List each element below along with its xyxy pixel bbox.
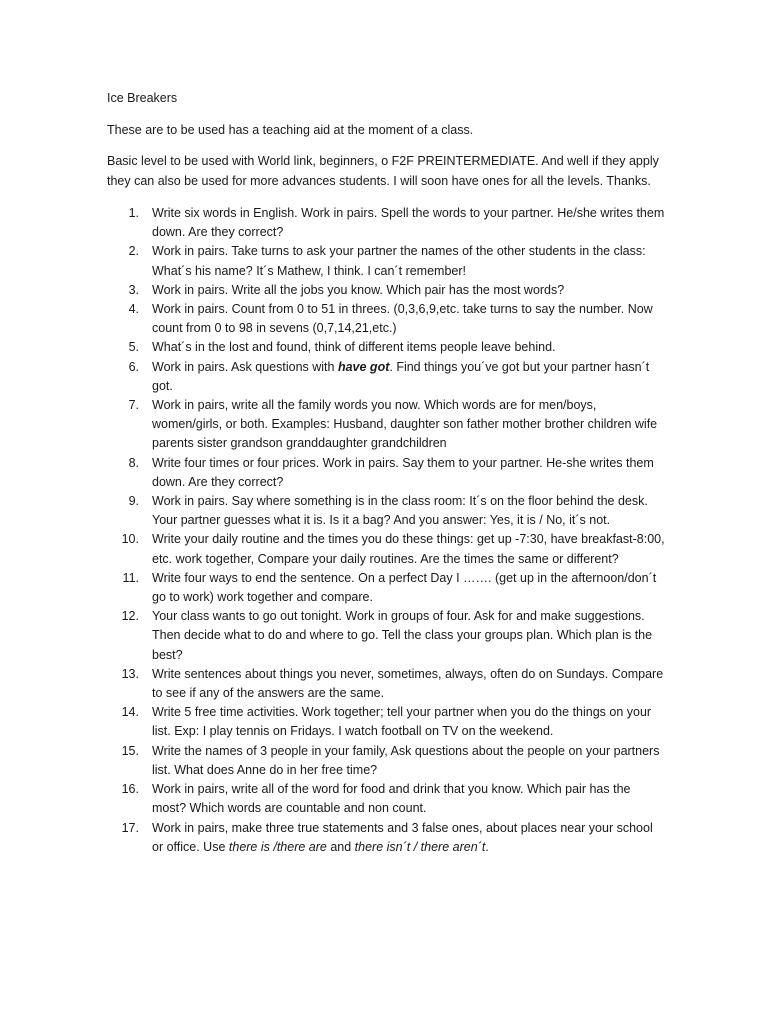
item-number: 10. bbox=[121, 532, 139, 547]
item-number: 15. bbox=[121, 743, 139, 758]
item-emphasis-2: there isn´t / there aren´t bbox=[354, 839, 486, 854]
item-text: Work in pairs. Take turns to ask your partner the names of the other students in the class: What´s his name? It´s Mathew, I think. I can´t remember! bbox=[152, 244, 646, 278]
document-title: Ice Breakers bbox=[107, 91, 178, 105]
list-item bbox=[107, 607, 667, 665]
item-text: Work in pairs. Write all the jobs you know. Which pair has the most words? bbox=[152, 282, 565, 297]
item-text-after: . Find things you´ve got but your partner hasn´t got. bbox=[152, 359, 650, 393]
list-item bbox=[107, 358, 667, 396]
list-item bbox=[107, 819, 667, 857]
list-item bbox=[107, 281, 667, 300]
item-number: 11. bbox=[122, 570, 139, 585]
item-text: Work in pairs, write all the family words you now. Which words are for men/boys, women/girls, or both. Examples: Husband, daughter son father mother brother children wife parents sister grandson granddaughter grandchildren bbox=[152, 398, 658, 451]
list-item bbox=[107, 396, 667, 454]
item-number: 8. bbox=[128, 455, 139, 470]
list-item bbox=[107, 204, 667, 242]
item-text: Write sentences about things you never, sometimes, always, often do on Sundays. Compare to see if any of the answers are the same. bbox=[152, 666, 664, 701]
item-emphasis: there is /there are bbox=[228, 839, 327, 854]
item-text-mid: and bbox=[326, 839, 355, 854]
item-text: Write your daily routine and the times you do these things: get up -7:30, have breakfast-8:00, etc. work together, Compare your daily routines. Are the times the same or different? bbox=[152, 532, 665, 566]
item-number: 2. bbox=[128, 244, 139, 259]
item-number: 4. bbox=[128, 302, 139, 317]
list-item bbox=[107, 742, 667, 780]
list-item bbox=[107, 242, 667, 280]
item-emphasis: have got bbox=[337, 359, 390, 374]
item-number: 7. bbox=[128, 398, 139, 413]
list-item bbox=[107, 492, 667, 530]
item-text-before: Work in pairs, make three true statements and 3 false ones, about places near your school or office. Use bbox=[152, 820, 653, 854]
item-number: 17. bbox=[121, 820, 139, 835]
item-text-before: Work in pairs. Ask questions with bbox=[152, 359, 338, 374]
item-text: Write the names of 3 people in your family, Ask questions about the people on your partners list. What does Anne do in her free time? bbox=[152, 743, 660, 777]
item-text: Your class wants to go out tonight. Work in groups of four. Ask for and make suggestions. Then decide what to do and where to go. Tell the class your groups plan. Which plan is the best? bbox=[152, 609, 653, 662]
item-number: 13. bbox=[121, 666, 139, 681]
item-number: 14. bbox=[121, 705, 139, 720]
item-text: Work in pairs. Count from 0 to 51 in threes. (0,3,6,9,etc. take turns to say the number. Now count from 0 to 98 in sevens (0,7,14,21,etc.) bbox=[152, 302, 653, 336]
item-number: 5. bbox=[128, 340, 139, 355]
list-item bbox=[107, 454, 667, 492]
item-text: Write 5 free time activities. Work together; tell your partner when you do the things on your list. Exp: I play tennis on Fridays. I watch football on TV on the weekend. bbox=[152, 705, 652, 739]
item-text: Write six words in English. Work in pairs. Spell the words to your partner. He/she writes them down. Are they correct? bbox=[152, 206, 665, 240]
list-item bbox=[107, 530, 667, 568]
item-text: Work in pairs, write all of the word for food and drink that you know. Which pair has the most? Which words are countable and non count. bbox=[152, 782, 631, 816]
item-text: What´s in the lost and found, think of different items people leave behind. bbox=[152, 340, 556, 355]
list-item bbox=[107, 338, 667, 357]
item-number: 12. bbox=[121, 609, 139, 624]
list-item bbox=[107, 300, 667, 338]
item-number: 6. bbox=[128, 359, 139, 374]
list-item bbox=[107, 665, 667, 703]
item-number: 1. bbox=[128, 206, 139, 220]
item-text: Work in pairs. Say where something is in the class room: It´s on the floor behind the desk. Your partner guesses what it is. Is it a bag? And you answer: Yes, it is / No, it´s not. bbox=[152, 494, 648, 528]
item-text: Write four times or four prices. Work in pairs. Say them to your partner. He-she writes them down. Are they correct? bbox=[152, 455, 654, 489]
basic-level-paragraph: Basic level to be used with World link, beginners, o F2F PREINTERMEDIATE. And well if they apply they can also be used for more advances students. I will soon have ones for all the levels. Thanks. bbox=[107, 154, 659, 188]
item-number: 9. bbox=[128, 494, 139, 509]
list-item bbox=[107, 780, 667, 818]
item-number: 3. bbox=[128, 282, 139, 297]
item-text-after: . bbox=[485, 839, 489, 854]
item-text: Write four ways to end the sentence. On a perfect Day I ……. (get up in the afternoon/don´t go to work) work together and compare. bbox=[152, 570, 657, 605]
list-item bbox=[107, 569, 667, 607]
intro-paragraph: These are to be used has a teaching aid at the moment of a class. bbox=[107, 123, 474, 137]
list-item bbox=[107, 703, 667, 741]
icebreaker-list bbox=[107, 204, 667, 857]
item-number: 16. bbox=[121, 782, 139, 797]
